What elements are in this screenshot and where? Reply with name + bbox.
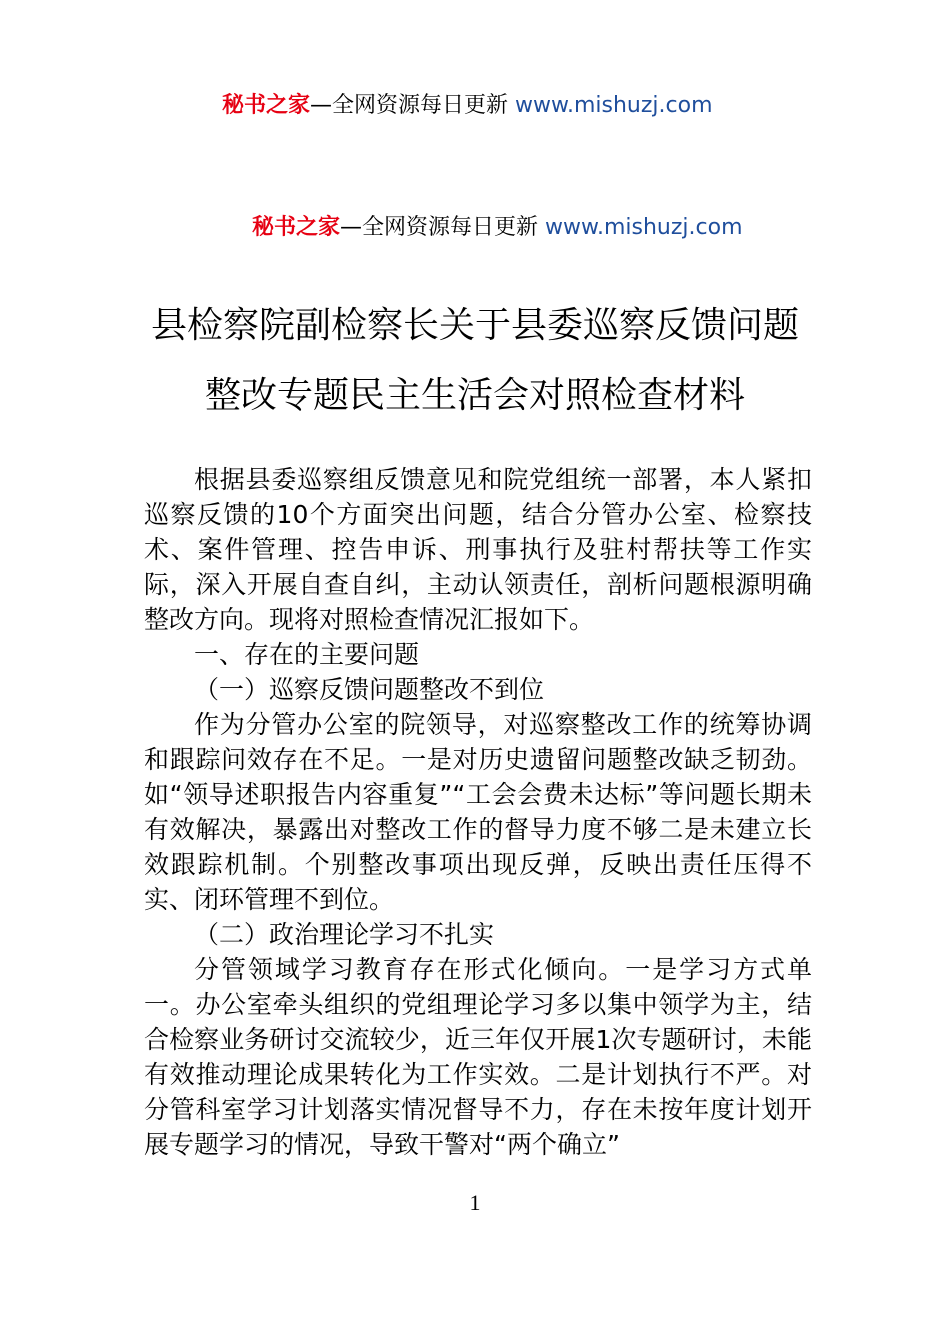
banner-brand: 秘书之家 (222, 93, 311, 118)
site-banner (222, 92, 713, 120)
site-banner-repeat (252, 214, 743, 242)
page-number: 1 (469, 1190, 481, 1215)
banner-slogan: —全网资源每日更新 (310, 93, 509, 118)
document-title-line-1: 县检察院副检察长关于县委巡察反馈问题 (150, 305, 799, 346)
subsection-heading: （二）政治理论学习不扎实 (194, 920, 495, 949)
banner-brand: 秘书之家 (252, 215, 341, 240)
body-paragraph: 作为分管办公室的院领导，对巡察整改工作的统筹协调和跟踪问效存在不足。一是对历史遗留问题整改缺乏韧劲。如“领导述职报告内容重复”“工会会费未达标”等问题长期未有效解决，暴露出对整改工作的督导力度不够二是未建立长效跟踪机制。个别整改事项出现反弹，反映出责任压得不实、闭环管理不到位。 (144, 710, 812, 914)
banner-url[interactable]: www.mishuzj.com (508, 93, 713, 118)
intro-paragraph: 根据县委巡察组反馈意见和院党组统一部署，本人紧扣巡察反馈的10个方面突出问题，结合分管办公室、检察技术、案件管理、控告申诉、刑事执行及驻村帮扶等工作实际，深入开展自查自纠，主动认领责任，剖析问题根源明确整改方向。现将对照检查情况汇报如下。 (144, 465, 812, 634)
body-paragraph: 分管领域学习教育存在形式化倾向。一是学习方式单一。办公室牵头组织的党组理论学习多以集中领学为主，结合检察业务研讨交流较少，近三年仅开展1次专题研讨，未能有效推动理论成果转化为工作实效。二是计划执行不严。对分管科室学习计划落实情况督导不力，存在未按年度计划开展专题学习的情况，导致干警对“两个确立” (144, 955, 812, 1159)
section-heading: 一、存在的主要问题 (194, 640, 420, 669)
document-title-line-2: 整改专题民主生活会对照检查材料 (204, 375, 745, 416)
banner-slogan: —全网资源每日更新 (340, 215, 539, 240)
subsection-heading: （一）巡察反馈问题整改不到位 (194, 675, 545, 704)
document-body (144, 462, 812, 1162)
banner-url[interactable]: www.mishuzj.com (538, 215, 743, 240)
